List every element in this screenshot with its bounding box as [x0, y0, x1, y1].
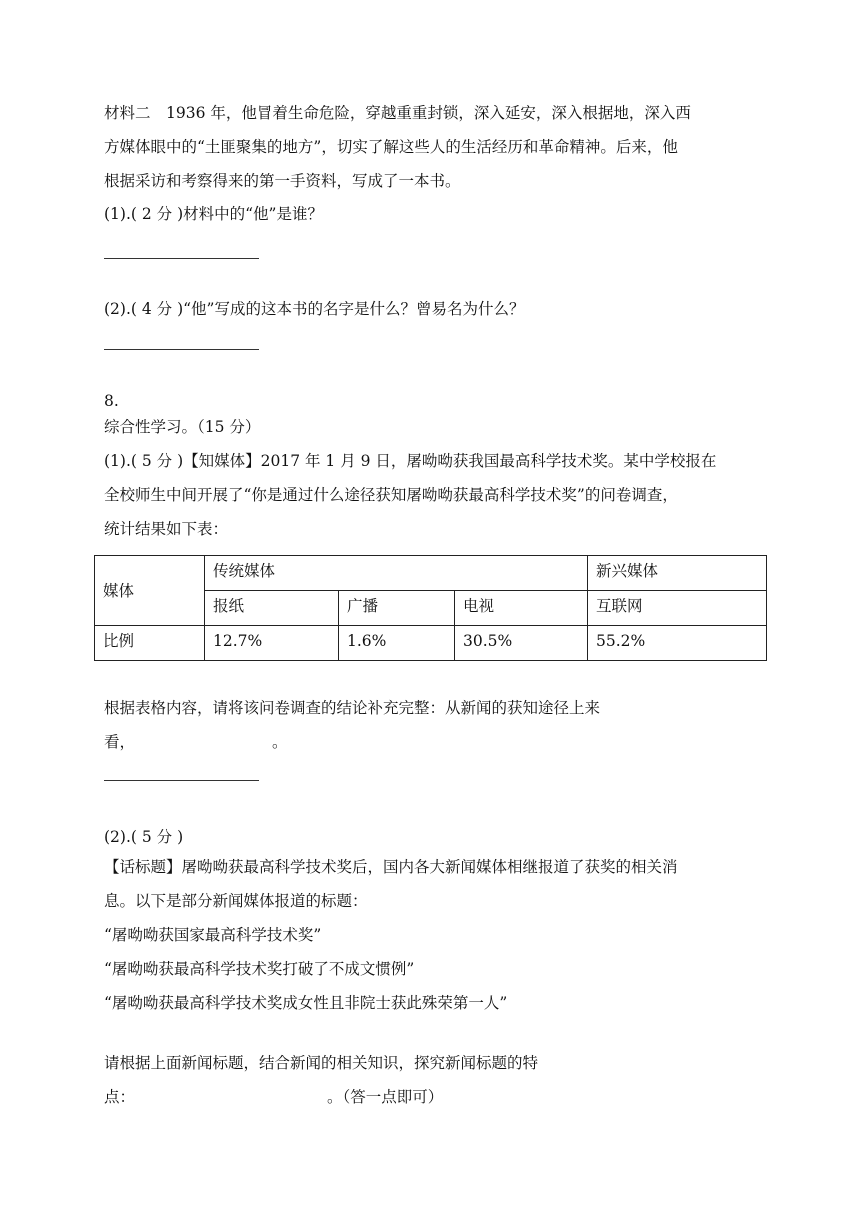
table-val-radio: 1.6%: [339, 626, 455, 661]
answer-blank-2[interactable]: [104, 349, 259, 350]
table-sub-tv: 电视: [455, 591, 588, 626]
table-val-newspaper: 12.7%: [205, 626, 339, 661]
table-row-header-ratio: 比例: [95, 626, 205, 661]
question-title: 综合性学习。（15 分）: [104, 418, 261, 436]
question-number: 8.: [104, 392, 119, 410]
table-val-internet: 55.2%: [588, 626, 767, 661]
media-survey-table: [94, 555, 767, 661]
headline-2: “屠呦呦获最高科学技术奖打破了不成文惯例”: [104, 960, 415, 978]
table-sub-internet: 互联网: [588, 591, 767, 626]
headline-1: “屠呦呦获国家最高科学技术奖”: [104, 926, 322, 944]
table-group-traditional: 传统媒体: [205, 556, 588, 591]
part1-line-2: 全校师生中间开展了“你是通过什么途径获知屠呦呦获最高科学技术奖”的问卷调查，: [104, 486, 678, 504]
part2-header: (2).( 5 分 ): [104, 828, 184, 846]
conclusion-line-1: 根据表格内容，请将该问卷调查的结论补充完整：从新闻的获知途径上来: [104, 699, 601, 717]
prompt-line-1: 请根据上面新闻标题，结合新闻的相关知识，探究新闻标题的特: [104, 1054, 539, 1072]
table-group-new: 新兴媒体: [588, 556, 767, 591]
conclusion-line-2-end: 。: [272, 733, 288, 751]
table-val-tv: 30.5%: [455, 626, 588, 661]
conclusion-line-2-start: 看，: [104, 733, 136, 751]
prompt-line-2-start: 点：: [104, 1088, 136, 1106]
question-2: (2).( 4 分 )“他”写成的这本书的名字是什么？曾易名为什么？: [104, 300, 525, 318]
material2-line-3: 根据采访和考察得来的第一手资料，写成了一本书。: [104, 172, 461, 190]
part2-line-2: 息。以下是部分新闻媒体报道的标题：: [104, 892, 368, 910]
table-sub-radio: 广播: [339, 591, 455, 626]
prompt-line-2-end: 。（答一点即可）: [327, 1088, 444, 1106]
part1-line-3: 统计结果如下表：: [104, 520, 229, 538]
part2-line-1: 【话标题】屠呦呦获最高科学技术奖后，国内各大新闻媒体相继报道了获奖的相关消: [104, 858, 678, 876]
material2-line-2: 方媒体眼中的“土匪聚集的地方”，切实了解这些人的生活经历和革命精神。后来，他: [104, 138, 678, 156]
question-1: (1).( 2 分 )材料中的“他”是谁？: [104, 205, 323, 223]
headline-3: “屠呦呦获最高科学技术奖成女性且非院士获此殊荣第一人”: [104, 994, 508, 1012]
answer-blank-1[interactable]: [104, 258, 259, 259]
answer-blank-3[interactable]: [104, 780, 259, 781]
material2-line-1: 材料二 1936 年，他冒着生命危险，穿越重重封锁，深入延安，深入根据地，深入西: [104, 104, 691, 122]
table-sub-newspaper: 报纸: [205, 591, 339, 626]
table-row-header-media: 媒体: [95, 556, 205, 626]
part1-line-1: (1).( 5 分 )【知媒体】2017 年 1 月 9 日，屠呦呦获我国最高科学技术奖。某中学校报在: [104, 452, 717, 470]
